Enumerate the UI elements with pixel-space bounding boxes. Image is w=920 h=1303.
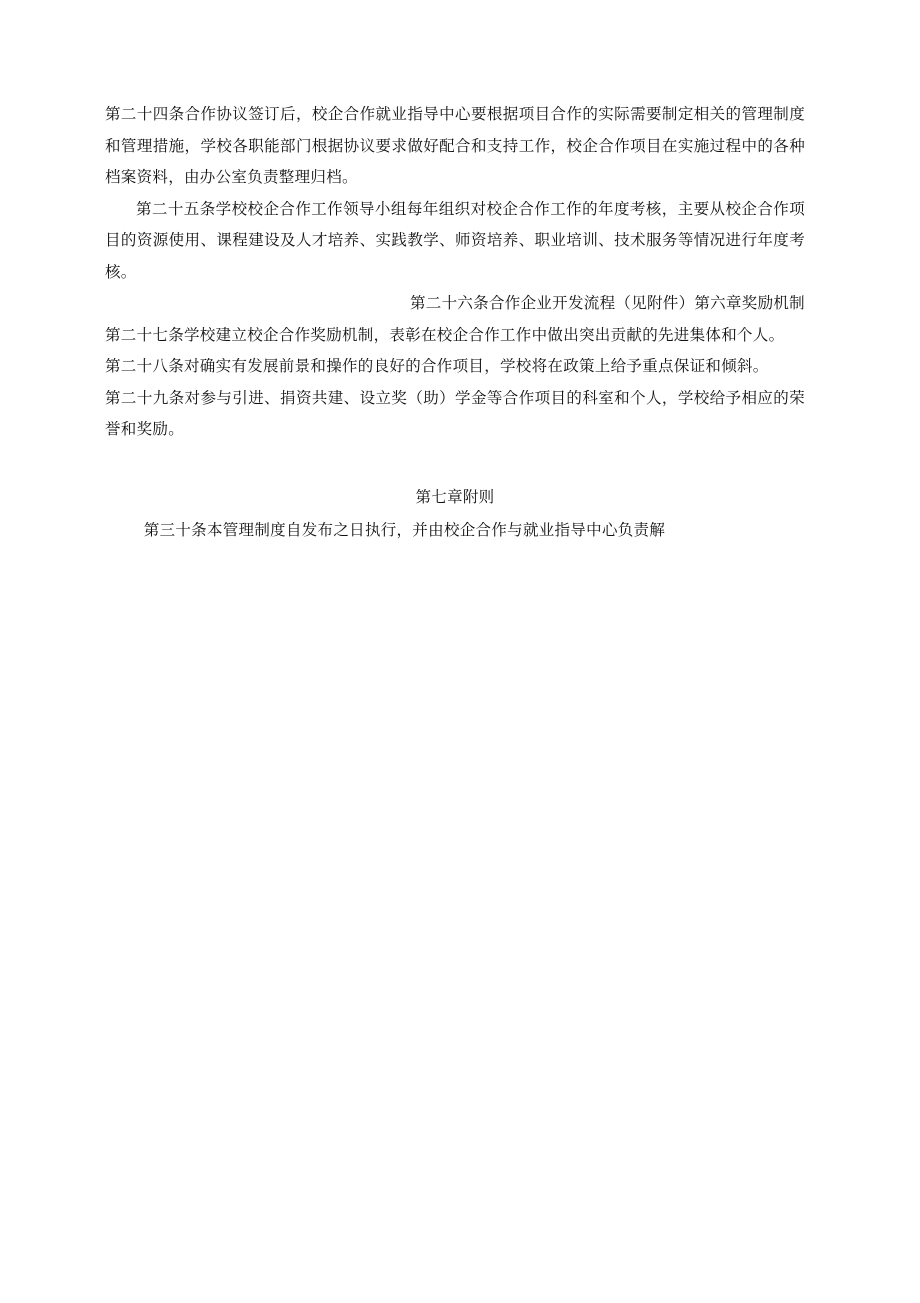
document-body <box>105 99 805 547</box>
article-25: 第二十五条学校校企合作工作领导小组每年组织对校企合作工作的年度考核，主要从校企合作项目的资源使用、课程建设及人才培养、实践教学、师资培养、职业培训、技术服务等情况进行年度考核。 <box>105 199 805 281</box>
article-30: 第三十条本管理制度自发布之日执行，并由校企合作与就业指导中心负责解 <box>143 521 666 539</box>
article-27: 第二十七条学校建立校企合作奖励机制，表彰在校企合作工作中做出突出贡献的先进集体和个人。 <box>105 325 785 344</box>
article-26-chapter-6-heading: 第二十六条合作企业开发流程（见附件）第六章奖励机制 <box>409 294 805 312</box>
article-29: 第二十九条对参与引进、捐资共建、设立奖（助）学金等合作项目的科室和个人，学校给予相应的荣誉和奖励。 <box>105 388 805 438</box>
article-28: 第二十八条对确实有发展前景和操作的良好的合作项目，学校将在政策上给予重点保证和倾斜。 <box>105 357 769 375</box>
chapter-7-heading: 第七章附则 <box>415 487 495 506</box>
article-24: 第二十四条合作协议签订后，校企合作就业指导中心要根据项目合作的实际需要制定相关的管理制度和管理措施，学校各职能部门根据协议要求做好配合和支持工作，校企合作项目在实施过程中的各种档案资料，由办公室负责整理归档。 <box>105 105 805 186</box>
